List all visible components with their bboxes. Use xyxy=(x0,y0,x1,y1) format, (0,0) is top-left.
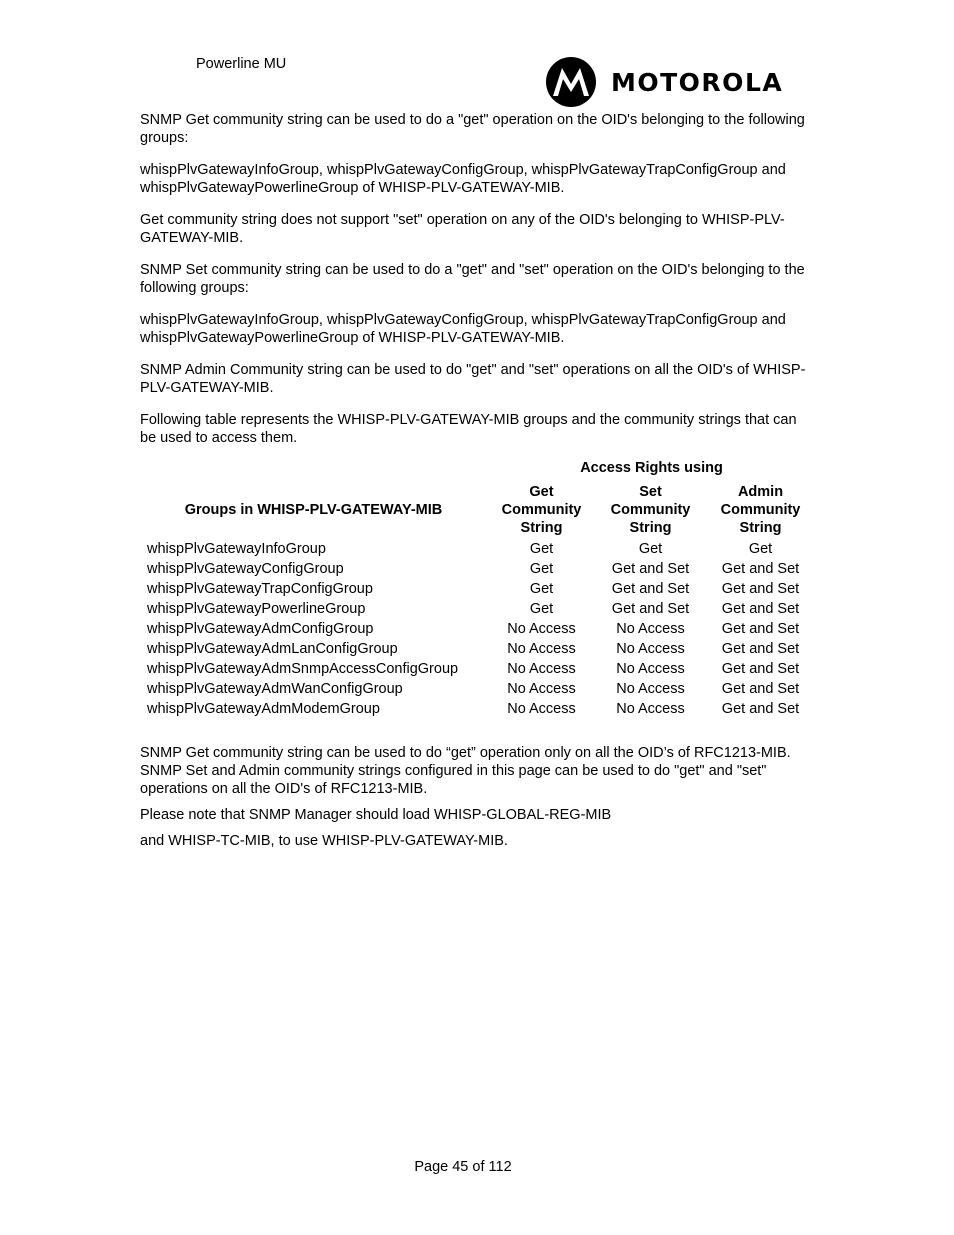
get-access: Get xyxy=(529,541,554,557)
admin-access: Get and Set xyxy=(721,581,800,597)
group-name: whispPlvGatewayPowerlineGroup xyxy=(147,601,366,617)
get-access: Get xyxy=(529,601,554,617)
admin-access: Get xyxy=(748,541,773,557)
get-access: No Access xyxy=(507,641,576,657)
table-header-row xyxy=(140,459,816,481)
group-name: whispPlvGatewayAdmLanConfigGroup xyxy=(147,641,398,657)
group-name: whispPlvGatewayInfoGroup xyxy=(147,541,326,557)
admin-access: Get and Set xyxy=(721,701,800,717)
intro-text xyxy=(140,111,816,461)
paragraph: whispPlvGatewayInfoGroup, whispPlvGatewayConfigGroup, whispPlvGatewayTrapConfigGroup and whispPlvGatewayPowerlineGroup of WHISP-PLV-GATEWAY-MIB. xyxy=(140,312,786,346)
group-name: whispPlvGatewayAdmModemGroup xyxy=(147,701,380,717)
group-name: whispPlvGatewayAdmSnmpAccessConfigGroup xyxy=(147,661,459,677)
admin-column-header: Admin Community String xyxy=(720,484,801,536)
set-access: Get and Set xyxy=(611,601,690,617)
get-access: Get xyxy=(529,581,554,597)
table-row xyxy=(140,559,816,579)
set-access: Get and Set xyxy=(611,581,690,597)
admin-access: Get and Set xyxy=(721,681,800,697)
group-column-header: Groups in WHISP-PLV-GATEWAY-MIB xyxy=(184,502,443,518)
access-rights-header: Access Rights using xyxy=(580,460,723,476)
table-row xyxy=(140,599,816,619)
admin-access: Get and Set xyxy=(721,641,800,657)
paragraph: SNMP Set community string can be used to do a "get" and "set" operation on the OID's belonging to the following groups: xyxy=(140,262,805,296)
table-row xyxy=(140,579,816,599)
admin-access: Get and Set xyxy=(721,661,800,677)
paragraph: SNMP Get community string can be used to do a "get" operation on the OID's belonging to the following groups: xyxy=(140,112,805,146)
get-access: No Access xyxy=(507,681,576,697)
paragraph: Please note that SNMP Manager should load WHISP-GLOBAL-REG-MIB xyxy=(140,807,612,823)
table-row xyxy=(140,659,816,679)
set-access: Get xyxy=(638,541,663,557)
header-title: Powerline MU xyxy=(196,56,287,72)
table-row xyxy=(140,539,816,559)
group-name: whispPlvGatewayAdmWanConfigGroup xyxy=(147,681,403,697)
paragraph: SNMP Admin Community string can be used to do "get" and "set" operations on all the OID's of WHISP-PLV-GATEWAY-MIB. xyxy=(140,362,806,396)
paragraph: Get community string does not support "set" operation on any of the OID's belonging to WHISP-PLV-GATEWAY-MIB. xyxy=(140,212,785,246)
get-access: No Access xyxy=(507,621,576,637)
set-access: No Access xyxy=(616,701,685,717)
motorola-wordmark: MOTOROLA xyxy=(611,68,784,97)
get-access: No Access xyxy=(507,701,576,717)
table-row xyxy=(140,679,816,699)
group-name: whispPlvGatewayAdmConfigGroup xyxy=(147,621,374,637)
get-column-header: Get Community String xyxy=(501,484,582,536)
set-access: No Access xyxy=(616,641,685,657)
table-row xyxy=(140,699,816,719)
set-access: No Access xyxy=(616,661,685,677)
paragraph: whispPlvGatewayInfoGroup, whispPlvGatewayConfigGroup, whispPlvGatewayTrapConfigGroup and whispPlvGatewayPowerlineGroup of WHISP-PLV-GATEWAY-MIB. xyxy=(140,162,786,196)
admin-access: Get and Set xyxy=(721,561,800,577)
group-name: whispPlvGatewayTrapConfigGroup xyxy=(147,581,373,597)
set-access: Get and Set xyxy=(611,561,690,577)
set-column-header: Set Community String xyxy=(610,484,691,536)
access-rights-table xyxy=(140,459,816,719)
closing-text xyxy=(140,744,816,858)
admin-access: Get and Set xyxy=(721,621,800,637)
motorola-emblem-icon xyxy=(546,57,596,107)
set-access: No Access xyxy=(616,621,685,637)
paragraph: Following table represents the WHISP-PLV-GATEWAY-MIB groups and the community strings that can be used to access them. xyxy=(140,412,797,446)
paragraph: SNMP Get community string can be used to do “get” operation only on all the OID’s of RFC1213-MIB. SNMP Set and Admin community strings configured in this page can be used to do "get" and "set" operations on all the OID's of RFC1213-MIB. xyxy=(140,745,791,797)
paragraph: and WHISP-TC-MIB, to use WHISP-PLV-GATEWAY-MIB. xyxy=(140,833,508,849)
group-name: whispPlvGatewayConfigGroup xyxy=(147,561,344,577)
set-access: No Access xyxy=(616,681,685,697)
get-access: Get xyxy=(529,561,554,577)
table-row xyxy=(140,639,816,659)
table-row xyxy=(140,619,816,639)
page-number: Page 45 of 112 xyxy=(414,1159,512,1175)
get-access: No Access xyxy=(507,661,576,677)
admin-access: Get and Set xyxy=(721,601,800,617)
motorola-logo xyxy=(545,55,815,109)
